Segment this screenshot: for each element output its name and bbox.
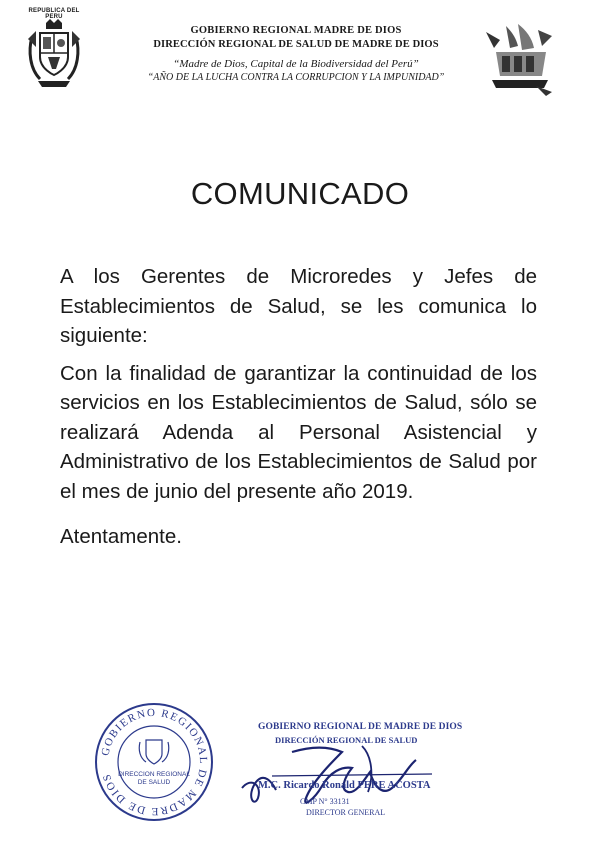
peru-coat-of-arms — [22, 8, 86, 96]
stamp-government: GOBIERNO REGIONAL DE MADRE DE DIOS — [258, 722, 463, 732]
seal-center-line2: DE SALUD — [137, 779, 171, 786]
letterhead-text — [96, 24, 496, 84]
coat-of-arms-icon — [26, 17, 82, 93]
regional-slogan: “Madre de Dios, Capital de la Biodiversidad del Perú” — [173, 58, 419, 70]
stamp-signatory-name: M.C. Ricardo Ronald PERE ACOSTA — [258, 780, 431, 791]
announcement-paragraph: Con la finalidad de garantizar la continuidad de los servicios en los Establecimientos de Salud, sólo se realizará Adenda al Personal Asistencial y Administrativo de los Establecimientos de Salud por el mes de junio del presente año 2019. — [60, 361, 537, 503]
document-title: COMUNICADO — [190, 176, 410, 211]
document-body — [60, 262, 537, 552]
seal-emblem-icon — [139, 740, 169, 764]
svg-text:GOBIERNO REGIONAL DE MADRE DE — [99, 707, 209, 817]
country-label: REPUBLICA DEL PERU — [28, 8, 80, 20]
directorate-name: DIRECCIÓN REGIONAL DE SALUD DE MADRE DE DIOS — [153, 39, 439, 50]
addressee-paragraph: A los Gerentes de Microredes y Jefes de Establecimientos de Salud, se les comunica lo siguiente: — [60, 265, 537, 347]
regional-logo-icon — [482, 22, 556, 96]
government-name: GOBIERNO REGIONAL MADRE DE DIOS — [190, 25, 402, 36]
seal-ring-text: GOBIERNO REGIONAL DE MADRE DE DIOS — [99, 706, 210, 818]
seal-center-line1: DIRECCION REGIONAL — [118, 771, 190, 778]
year-slogan: “AÑO DE LA LUCHA CONTRA LA CORRUPCION Y LA IMPUNIDAD” — [147, 72, 445, 83]
letterhead — [0, 0, 600, 110]
closing-salutation: Atentamente. — [60, 525, 182, 548]
stamp-position: DIRECTOR GENERAL — [306, 808, 386, 817]
stamp-directorate: DIRECCIÓN REGIONAL DE SALUD — [275, 735, 418, 745]
stamp-registration: CMP N° 33131 — [300, 797, 350, 806]
official-seal — [92, 700, 216, 824]
